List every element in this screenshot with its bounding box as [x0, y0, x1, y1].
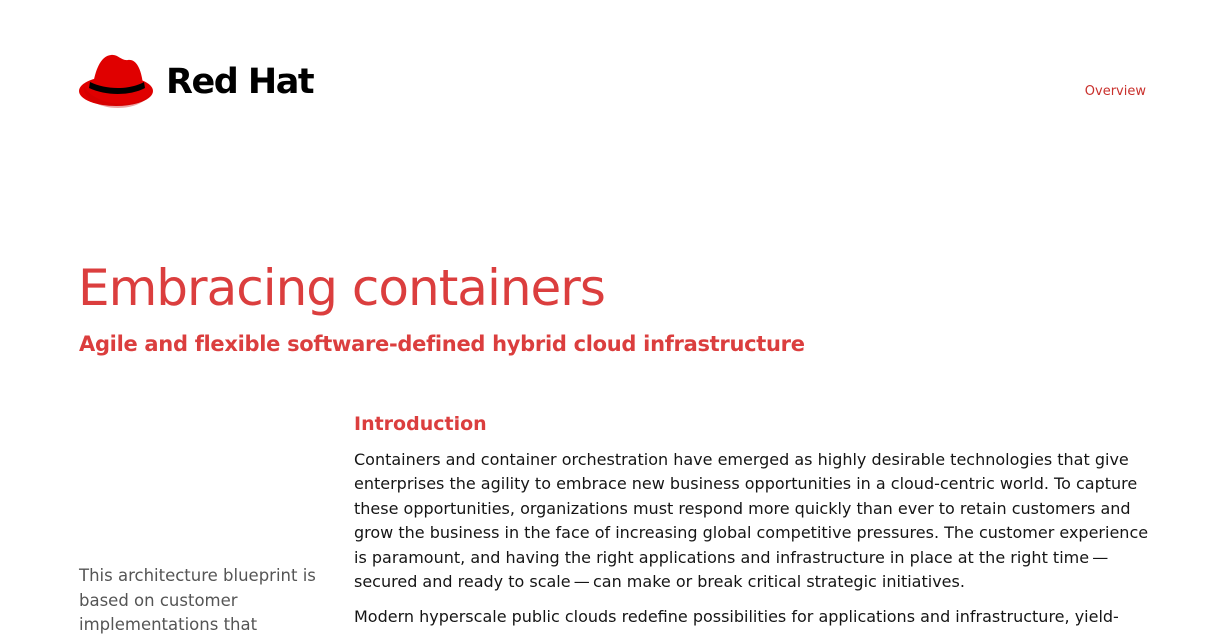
sidebar-note: This architecture blueprint is based on customer implementations that: [79, 566, 316, 634]
main-content: [354, 410, 1154, 636]
red-hat-logo: [78, 52, 338, 112]
red-hat-fedora-icon: [78, 52, 158, 112]
brand-wordmark: Red Hat: [166, 62, 314, 102]
page-subtitle: Agile and flexible software-defined hybrid cloud infrastructure: [79, 332, 805, 356]
section-heading-introduction: Introduction: [354, 413, 487, 435]
page-title: Embracing containers: [78, 259, 605, 317]
intro-paragraph: Containers and container orchestration have emerged as highly desirable technologies that give enterprises the agility to embrace new business opportunities in a cloud-centric world. To capture these opportunities, organizations must respond more quickly than ever to retain customers and grow the business in the face of increasing global competitive pressures. The customer experience is paramount, and having the right applications and infrastructure in place at the right time — secured and ready to scale — can make or break critical strategic initiatives.: [354, 450, 1149, 592]
body-paragraph: Modern hyperscale public clouds redefine possibilities for applications and infrastructure, yield-: [354, 607, 1119, 627]
document-type-label: Overview: [1084, 84, 1146, 99]
